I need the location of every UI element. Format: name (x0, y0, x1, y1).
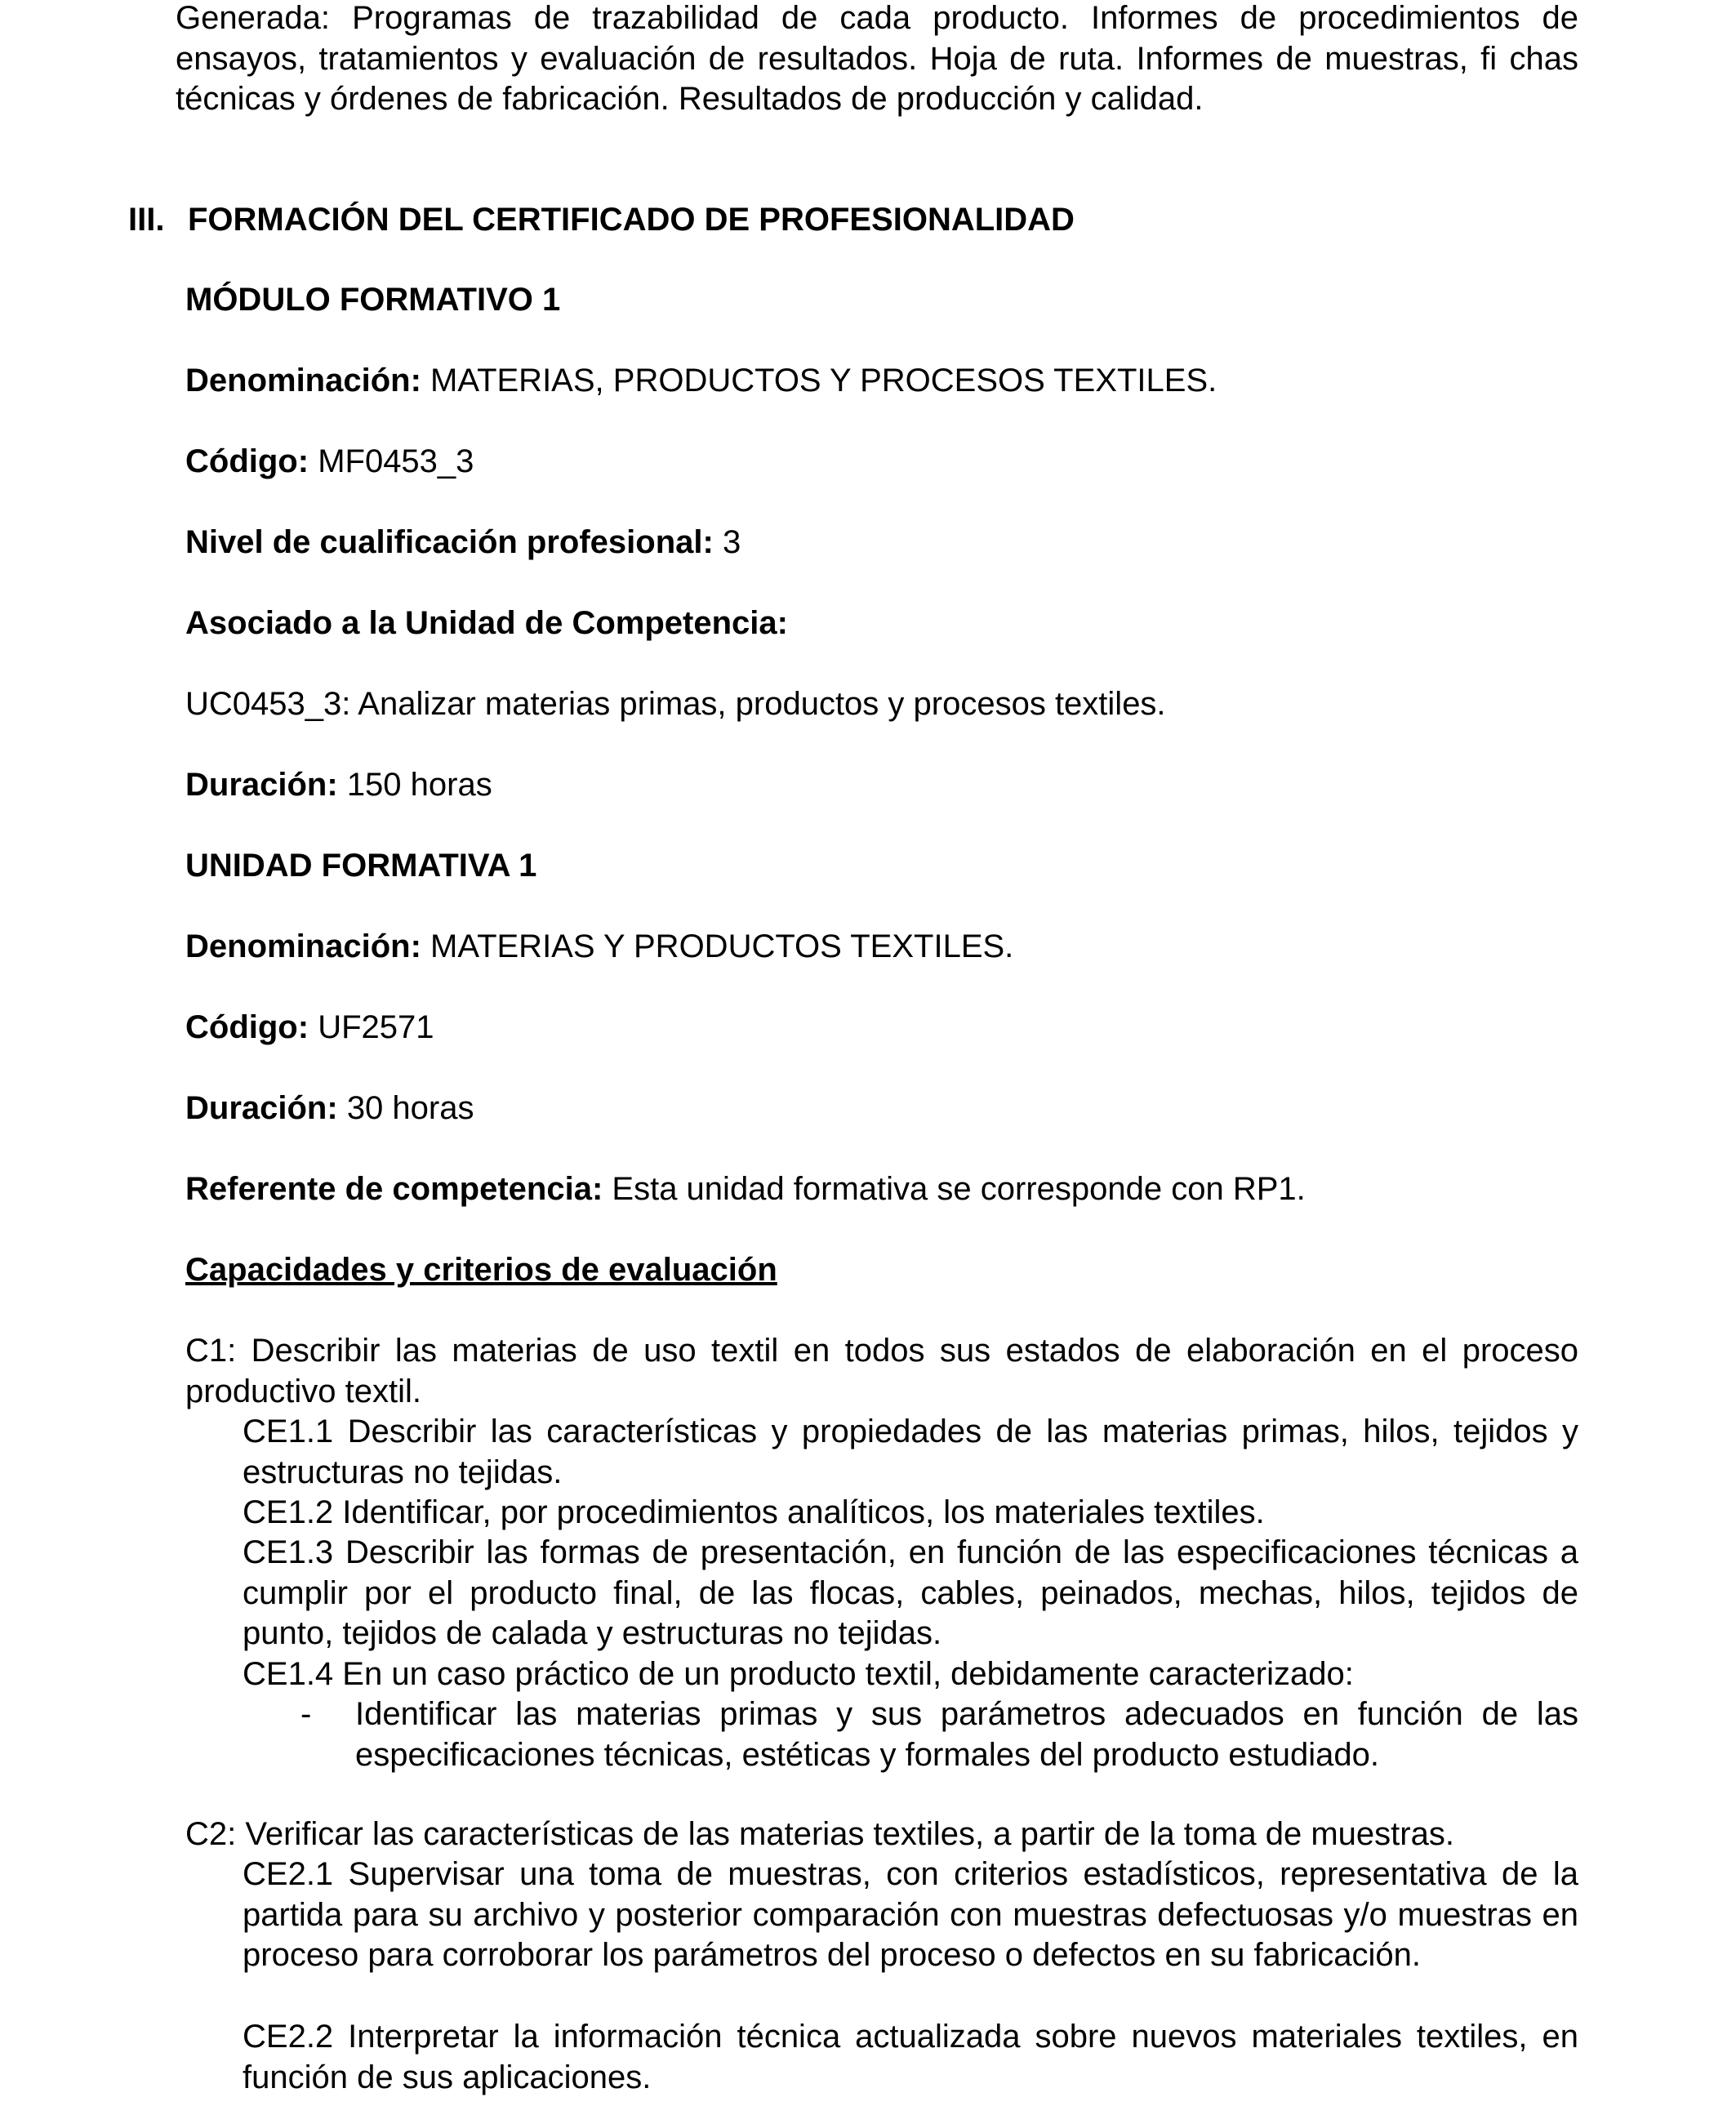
unit-codigo-value: UF2571 (318, 1009, 434, 1045)
criterion-ce1-4-item: Identificar las materias primas y sus parámetros adecuados en función de las especificaciones técnicas, estéticas y formales del producto estudiado. (355, 1696, 1578, 1773)
module-denominacion-value: MATERIAS, PRODUCTOS Y PROCESOS TEXTILES. (430, 363, 1217, 398)
module-nivel-label: Nivel de cualificación profesional: (185, 524, 714, 560)
unit-denominacion-value: MATERIAS Y PRODUCTOS TEXTILES. (430, 928, 1014, 964)
section-number: III. (128, 202, 165, 238)
intro-paragraph: Generada: Programas de trazabilidad de cada producto. Informes de procedimientos de ensayos, tratamientos y evaluación de resultados. Hoja de ruta. Informes de muestras, fi chas técnicas y órdenes de fabricación. Resultados de producción y calidad. (176, 0, 1578, 117)
unit-referente-value: Esta unidad formativa se corresponde con RP1. (612, 1171, 1306, 1207)
unit-duracion (185, 1089, 474, 1129)
unit-referente-label: Referente de competencia: (185, 1171, 603, 1207)
module-nivel (185, 523, 741, 563)
module-heading: MÓDULO FORMATIVO 1 (185, 282, 561, 318)
unit-denominacion (185, 927, 1013, 968)
section-title: FORMACIÓN DEL CERTIFICADO DE PROFESIONALIDAD (188, 202, 1075, 238)
capacidades-heading: Capacidades y criterios de evaluación (185, 1252, 777, 1288)
unit-duracion-value: 30 horas (346, 1090, 474, 1126)
unit-duracion-label: Duración: (185, 1090, 338, 1126)
module-denominacion (185, 361, 1217, 402)
unit-heading: UNIDAD FORMATIVA 1 (185, 848, 537, 884)
criterion-ce2-2: CE2.2 Interpretar la información técnica actualizada sobre nuevos materiales textiles, en función de sus aplicaciones. (243, 2019, 1578, 2095)
module-nivel-value: 3 (722, 524, 741, 560)
unit-codigo (185, 1008, 434, 1049)
unit-referente (185, 1169, 1306, 1210)
module-codigo (185, 442, 474, 483)
criterion-ce2-1: CE2.1 Supervisar una toma de muestras, con criterios estadísticos, representativa de la partida para su archivo y posterior comparación con muestras defectuosas y/o muestras en proceso para corroborar los parámetros del proceso o defectos en su fabricación. (243, 1856, 1578, 1973)
module-asociado-label: Asociado a la Unidad de Competencia: (185, 605, 788, 641)
module-codigo-label: Código: (185, 443, 309, 479)
module-duracion (185, 765, 492, 806)
list-bullet: - (300, 1696, 312, 1732)
criterion-c2: C2: Verificar las características de las materias textiles, a partir de la toma de muestras. (185, 1816, 1454, 1852)
module-denominacion-label: Denominación: (185, 363, 421, 398)
module-duracion-label: Duración: (185, 767, 338, 803)
unit-denominacion-label: Denominación: (185, 928, 421, 964)
module-codigo-value: MF0453_3 (318, 443, 474, 479)
module-uc-text: UC0453_3: Analizar materias primas, productos y procesos textiles. (185, 686, 1166, 722)
criterion-ce1-1: CE1.1 Describir las características y propiedades de las materias primas, hilos, tejidos y estructuras no tejidas. (243, 1414, 1578, 1490)
unit-codigo-label: Código: (185, 1009, 309, 1045)
criterion-c1: C1: Describir las materias de uso textil en todos sus estados de elaboración en el proceso productivo textil. (185, 1333, 1578, 1409)
module-duracion-value: 150 horas (346, 767, 492, 803)
criterion-ce1-4: CE1.4 En un caso práctico de un producto textil, debidamente caracterizado: (243, 1656, 1354, 1692)
criterion-ce1-3: CE1.3 Describir las formas de presentación, en función de las especificaciones técnicas a cumplir por el producto final, de las flocas, cables, peinados, mechas, hilos, tejidos de punto, tejidos de calada y estructuras no tejidas. (243, 1534, 1578, 1651)
criterion-ce1-2: CE1.2 Identificar, por procedimientos analíticos, los materiales textiles. (243, 1494, 1265, 1530)
